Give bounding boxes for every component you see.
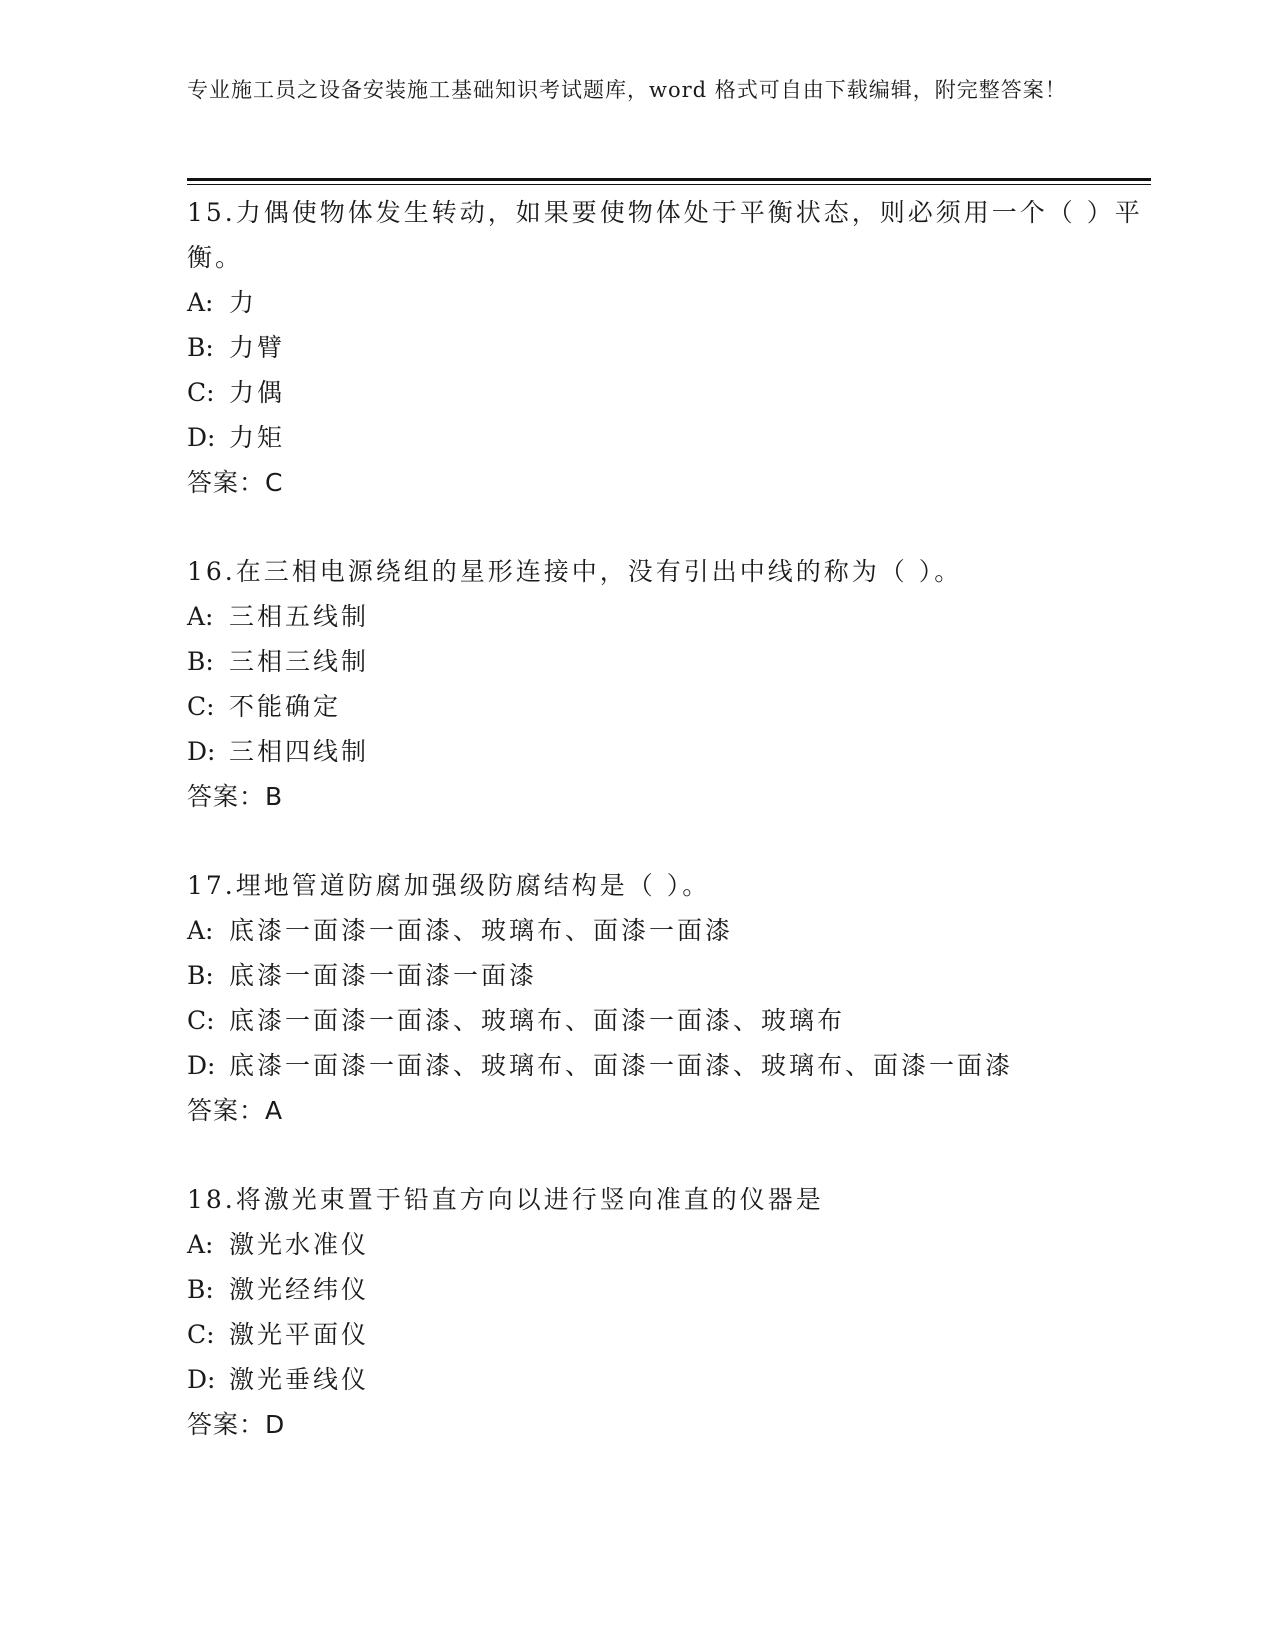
option-letter: A: xyxy=(187,288,214,317)
option-b xyxy=(187,1267,1151,1312)
option-letter: C: xyxy=(187,1320,215,1349)
option-a xyxy=(187,594,1151,639)
option-letter: D: xyxy=(187,1051,216,1080)
option-text: 力矩 xyxy=(229,423,286,452)
option-letter: A: xyxy=(187,602,214,631)
option-letter: B: xyxy=(187,647,214,676)
option-text: 力偶 xyxy=(229,378,286,407)
option-d xyxy=(187,1043,1151,1088)
option-letter: A: xyxy=(187,916,214,945)
option-text: 激光水准仪 xyxy=(229,1230,370,1259)
option-c xyxy=(187,684,1151,729)
answer-text: 答案：B xyxy=(187,782,284,811)
question-text: 15.力偶使物体发生转动，如果要使物体处于平衡状态，则必须用一个（ ）平衡。 xyxy=(187,198,1143,272)
option-c xyxy=(187,370,1151,415)
option-letter: D: xyxy=(187,1365,216,1394)
header-divider-thin xyxy=(187,184,1151,185)
option-text: 底漆一面漆一面漆、玻璃布、面漆一面漆 xyxy=(229,916,734,945)
option-a xyxy=(187,1222,1151,1267)
option-letter: B: xyxy=(187,961,214,990)
option-a xyxy=(187,908,1151,953)
question-list xyxy=(187,190,1151,1491)
answer-text: 答案：C xyxy=(187,468,284,497)
answer-text: 答案：D xyxy=(187,1410,286,1439)
option-d xyxy=(187,1357,1151,1402)
option-text: 三相五线制 xyxy=(229,602,370,631)
option-letter: B: xyxy=(187,1275,214,1304)
option-text: 底漆一面漆一面漆一面漆 xyxy=(229,961,538,990)
option-c xyxy=(187,998,1151,1043)
option-text: 激光经纬仪 xyxy=(229,1275,370,1304)
option-d xyxy=(187,415,1151,460)
option-letter: D: xyxy=(187,423,216,452)
question-text: 16.在三相电源绕组的星形连接中，没有引出中线的称为（ ）。 xyxy=(187,557,963,586)
option-b xyxy=(187,953,1151,998)
question-text: 17.埋地管道防腐加强级防腐结构是（ ）。 xyxy=(187,871,711,900)
option-letter: C: xyxy=(187,378,215,407)
option-c xyxy=(187,1312,1151,1357)
option-text: 激光平面仪 xyxy=(229,1320,370,1349)
question-15 xyxy=(187,190,1151,505)
option-b xyxy=(187,325,1151,370)
option-a xyxy=(187,280,1151,325)
option-text: 激光垂线仪 xyxy=(229,1365,370,1394)
document-header: 专业施工员之设备安装施工基础知识考试题库，word 格式可自由下载编辑，附完整答案！ xyxy=(187,78,1067,102)
question-17 xyxy=(187,863,1151,1133)
option-text: 力臂 xyxy=(229,333,286,362)
option-text: 底漆一面漆一面漆、玻璃布、面漆一面漆、玻璃布 xyxy=(229,1006,846,1035)
option-text: 不能确定 xyxy=(229,692,342,721)
option-text: 力 xyxy=(229,288,258,317)
option-letter: B: xyxy=(187,333,214,362)
option-text: 底漆一面漆一面漆、玻璃布、面漆一面漆、玻璃布、面漆一面漆 xyxy=(229,1051,1014,1080)
question-18 xyxy=(187,1177,1151,1447)
option-letter: A: xyxy=(187,1230,214,1259)
option-d xyxy=(187,729,1151,774)
option-letter: C: xyxy=(187,1006,215,1035)
answer-text: 答案：A xyxy=(187,1096,284,1125)
option-text: 三相四线制 xyxy=(229,737,370,766)
question-text: 18.将激光束置于铅直方向以进行竖向准直的仪器是 xyxy=(187,1185,824,1214)
option-letter: D: xyxy=(187,737,216,766)
header-divider-thick xyxy=(187,178,1151,181)
option-b xyxy=(187,639,1151,684)
option-letter: C: xyxy=(187,692,215,721)
question-16 xyxy=(187,549,1151,819)
option-text: 三相三线制 xyxy=(229,647,370,676)
